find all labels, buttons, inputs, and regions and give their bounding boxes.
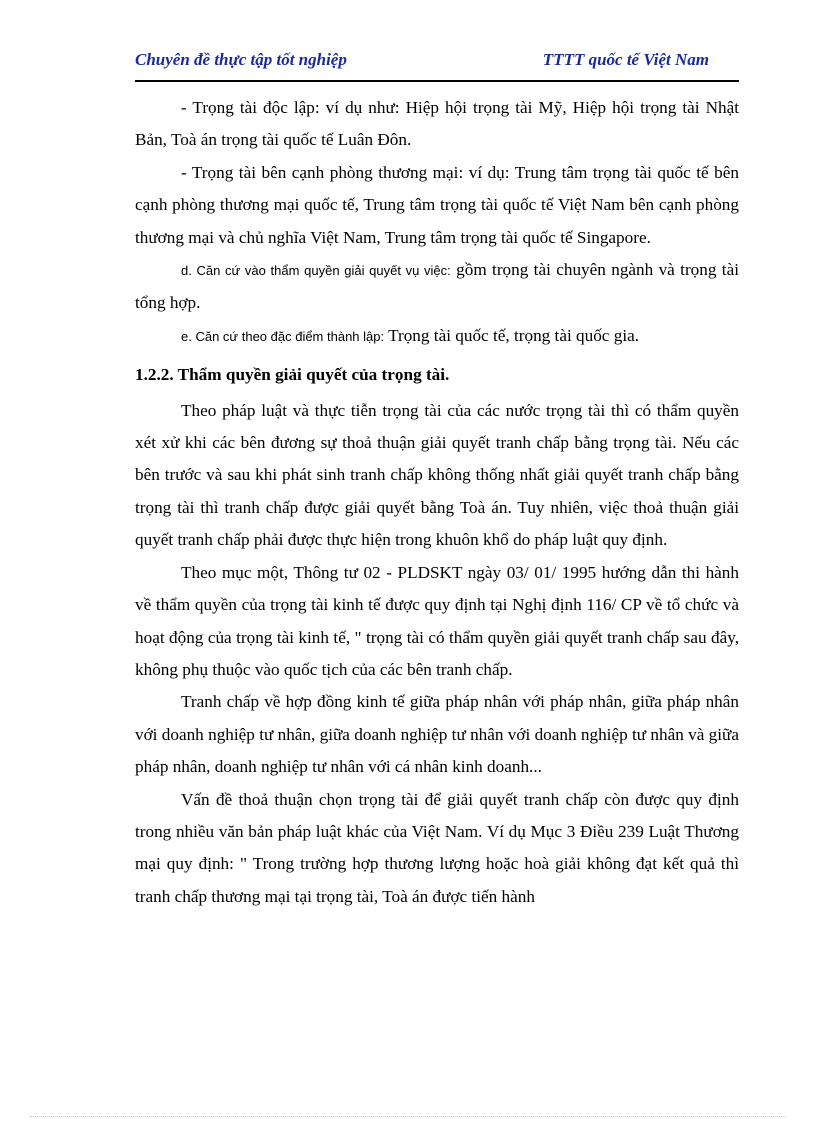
establishment-lead: e. Căn cứ theo đặc điểm thành lập: — [181, 328, 385, 344]
document-body — [135, 92, 739, 913]
page-header — [135, 48, 739, 82]
header-rule — [135, 80, 739, 82]
header-organization: TTTT quốc tế Việt Nam — [542, 50, 709, 69]
paragraph-contract-disputes: Tranh chấp về hợp đồng kinh tế giữa pháp nhân với pháp nhân, giữa pháp nhân với doanh nghiệp tư nhân, giữa doanh nghiệp tư nhân với doanh nghiệp tư nhân và giữa pháp nhân, doanh nghiệp tư nhân với cá nhân kinh doanh... — [135, 692, 739, 777]
jurisdiction-rest: gồm trọng tài chuyên ngành và trọng tài tổng hợp. — [135, 260, 739, 313]
header-document-title: Chuyên đề thực tập tốt nghiệp — [135, 50, 347, 69]
jurisdiction-lead: d. Căn cứ vào thẩm quyền giải quyết vụ việc: — [181, 263, 451, 279]
paragraph-independent-arbitration: - Trọng tài độc lập: ví dụ như: Hiệp hội trọng tài Mỹ, Hiệp hội trọng tài Nhật Bản, Toà án trọng tài quốc tế Luân Đôn. — [135, 98, 739, 150]
paragraph-agreement: Vấn đề thoả thuận chọn trọng tài để giải quyết tranh chấp còn được quy định trong nhiều văn bản pháp luật khác của Việt Nam. Ví dụ Mục 3 Điều 239 Luật Thương mại quy định: " Trong trường hợp thương lượng hoặc hoà giải không đạt kết quả thì tranh chấp thương mại tại trọng tài, Toà án được tiến hành — [135, 789, 739, 906]
section-heading: 1.2.2. Thẩm quyền giải quyết của trọng tài. — [135, 365, 450, 385]
paragraph-establishment-basis — [135, 320, 739, 353]
footer-divider — [30, 1116, 786, 1117]
establishment-rest: Trọng tài quốc tế, trọng tài quốc gia. — [384, 325, 640, 345]
paragraph-circular: Theo mục một, Thông tư 02 - PLDSKT ngày 03/ 01/ 1995 hướng dẫn thi hành về thẩm quyền của trọng tài kinh tế được quy định tại Nghị định 116/ CP về tổ chức và hoạt động của trọng tài kinh tế, " trọng tài có thẩm quyền giải quyết tranh chấp sau đây, không phụ thuộc vào quốc tịch của các bên tranh chấp. — [135, 562, 739, 679]
paragraph-chamber-arbitration: - Trọng tài bên cạnh phòng thương mại: ví dụ: Trung tâm trọng tài quốc tế bên cạnh phòng thương mại quốc tế, Trung tâm trọng tài quốc tế Việt Nam bên cạnh phòng thương mại và chủ nghĩa Việt Nam, Trung tâm trọng tài quốc tế Singapore. — [135, 162, 739, 247]
paragraph-law-practice: Theo pháp luật và thực tiễn trọng tài của các nước trọng tài thì có thẩm quyền xét xử khi các bên đương sự thoả thuận giải quyết tranh chấp bằng trọng tài. Nếu các bên trước và sau khi phát sinh tranh chấp không thống nhất giải quyết tranh chấp bằng trọng tài thì tranh chấp được giải quyết bằng Toà án. Tuy nhiên, việc thoả thuận giải quyết tranh chấp phải được thực hiện trong khuôn khổ do pháp luật quy định. — [135, 400, 739, 550]
paragraph-jurisdiction-basis — [135, 254, 739, 320]
